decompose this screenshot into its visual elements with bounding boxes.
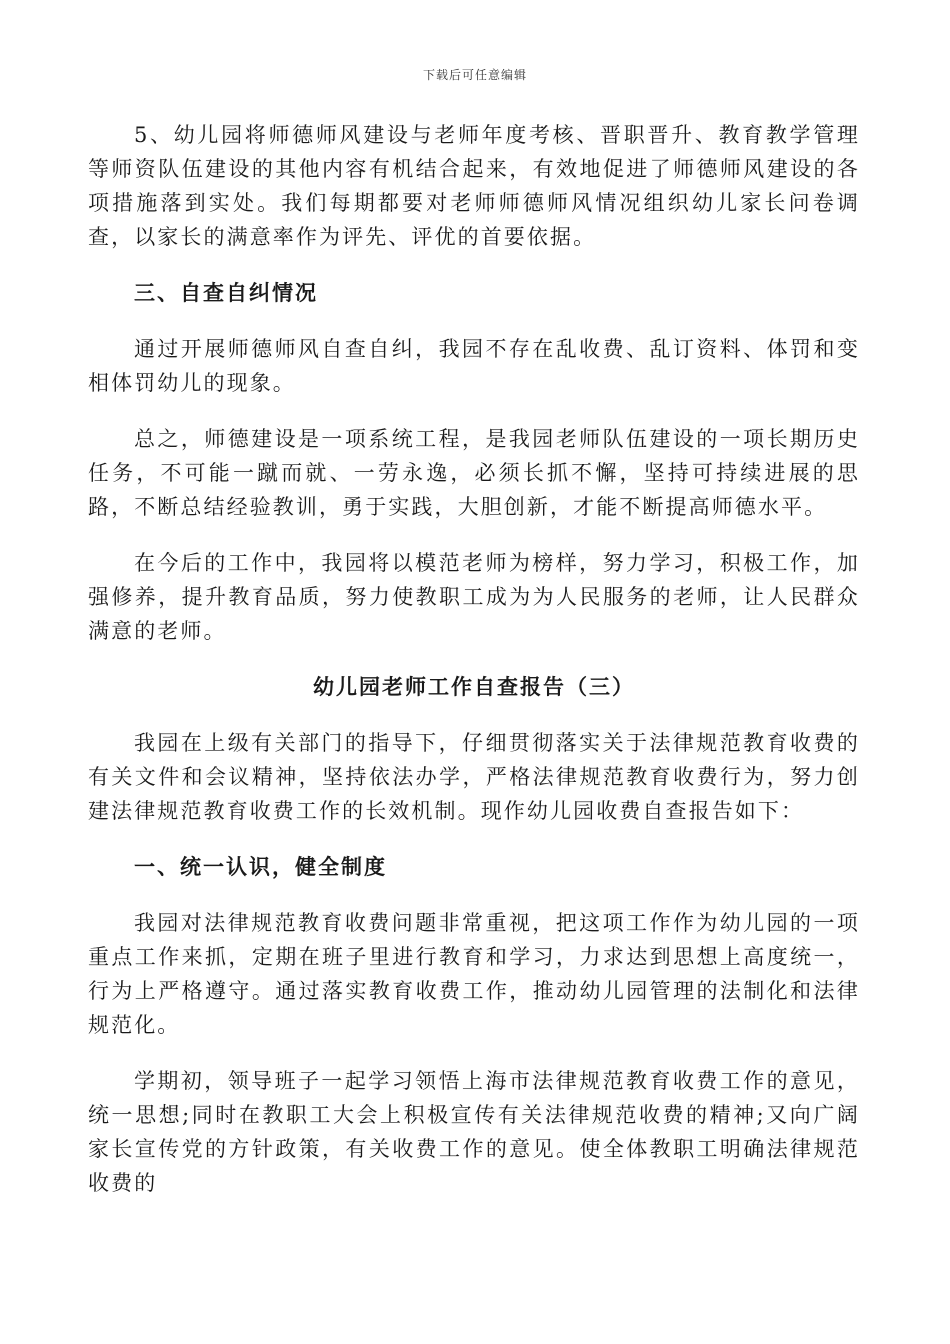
paragraph-inspection-result: 通过开展师德师风自查自纠，我园不存在乱收费、乱订资料、体罚和变相体罚幼儿的现象。 [88,337,860,395]
paragraph-summary: 总之，师德建设是一项系统工程，是我园老师队伍建设的一项长期历史任务，不可能一蹴而就、一劳永逸，必须长抓不懈，坚持可持续进展的思路，不断总结经验教训，勇于实践，大胆创新，才能不断提高师德水平。 [88,427,860,519]
paragraph-future-work: 在今后的工作中，我园将以模范老师为榜样，努力学习，积极工作，加强修养，提升教育品质，努力使教职工成为为人民服务的老师，让人民群众满意的老师。 [88,551,860,643]
page-header: 下载后可任意编辑 [422,68,527,82]
paragraph-fee-priority: 我园对法律规范教育收费问题非常重视，把这项工作作为幼儿园的一项重点工作来抓，定期在班子里进行教育和学习，力求达到思想上高度统一，行为上严格遵守。通过落实教育收费工作，推动幼儿园管理的法制化和法律规范化。 [88,911,860,1037]
heading-unify-understanding: 一、统一认识，健全制度 [134,855,387,879]
paragraph-semester-start: 学期初，领导班子一起学习领悟上海市法律规范教育收费工作的意见，统一思想;同时在教职工大会上积极宣传有关法律规范收费的精神;又向广阔家长宣传党的方针政策，有关收费工作的意见。使全体教职工明确法律规范收费的 [88,1069,860,1195]
document-body [88,118,860,1222]
report-title: 幼儿园老师工作自查报告（三） [313,675,635,699]
heading-self-inspection: 三、自查自纠情况 [134,281,318,305]
paragraph-teacher-ethics-integration: 5、幼儿园将师德师风建设与老师年度考核、晋职晋升、教育教学管理等师资队伍建设的其他内容有机结合起来，有效地促进了师德师风建设的各项措施落到实处。我们每期都要对老师师德师风情况组织幼儿家长问卷调查，以家长的满意率作为评先、评优的首要依据。 [88,123,860,249]
paragraph-report-intro: 我园在上级有关部门的指导下，仔细贯彻落实关于法律规范教育收费的有关文件和会议精神，坚持依法办学，严格法律规范教育收费行为，努力创建法律规范教育收费工作的长效机制。现作幼儿园收费自查报告如下： [88,731,860,823]
